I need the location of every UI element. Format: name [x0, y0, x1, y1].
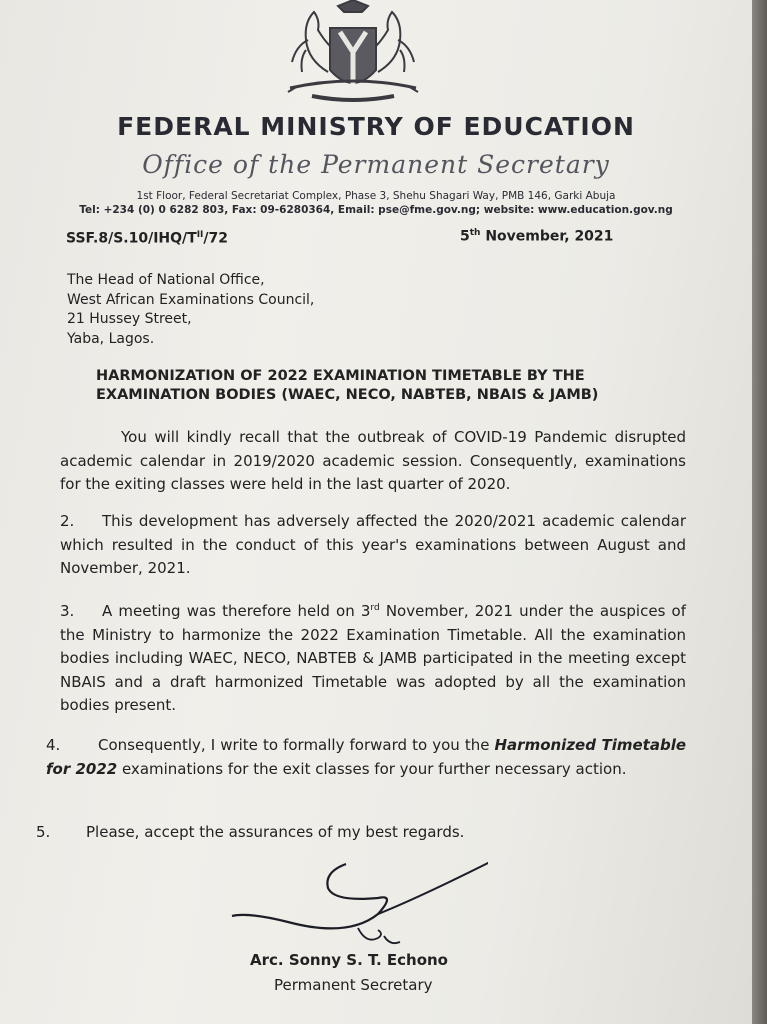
- reference-number: [66, 230, 228, 247]
- subject-heading: HARMONIZATION OF 2022 EXAMINATION TIMETABLE BY THE EXAMINATION BODIES (WAEC, NECO, NABTEB, NBAIS & JAMB): [96, 368, 599, 403]
- recipient-line: West African Examinations Council,: [67, 291, 315, 308]
- contact-line: Tel: +234 (0) 0 6282 803, Fax: 09-6280364, Email: pse@fme.gov.ng; website: www.education.gov.ng: [79, 204, 673, 216]
- paragraph-number: 4.: [46, 736, 61, 754]
- address-line: 1st Floor, Federal Secretariat Complex, Phase 3, Shehu Shagari Way, PMB 146, Garki Abuja: [136, 190, 616, 202]
- paragraph-1: You will kindly recall that the outbreak of COVID-19 Pandemic disrupted academic calendar in 2019/2020 academic session. Consequently, examinations for the exiting classes were held in the last quarter of 2020.: [60, 428, 686, 493]
- date-rest: November, 2021: [480, 228, 614, 245]
- recipient-line: Yaba, Lagos.: [67, 330, 155, 347]
- reference-sup: II: [196, 230, 204, 240]
- paragraph-3: [60, 597, 686, 718]
- paragraph-text: Please, accept the assurances of my best regards.: [86, 823, 465, 841]
- paragraph-text-cont: examinations for the exit classes for your further necessary action.: [117, 759, 627, 778]
- coat-of-arms-icon: [278, 0, 428, 110]
- paragraph-text: Consequently, I write to formally forward to you the: [98, 736, 495, 754]
- letter-date: [460, 228, 613, 245]
- paragraph-number: 5.: [36, 823, 51, 841]
- recipient-line: 21 Hussey Street,: [67, 311, 192, 327]
- recipient-line: The Head of National Office,: [67, 272, 265, 288]
- paragraph-2: [60, 510, 686, 581]
- office-subheading: Office of the Permanent Secretary: [142, 150, 610, 179]
- recipient-address: [67, 271, 314, 349]
- ministry-heading: FEDERAL MINISTRY OF EDUCATION: [117, 112, 635, 141]
- date-sup: th: [469, 228, 481, 238]
- paragraph-emphasis: Harmonized Timetable for 2022: [46, 736, 687, 778]
- reference-prefix: SSF.8/S.10/IHQ/T: [66, 230, 197, 247]
- paragraph-number: 2.: [60, 512, 75, 530]
- signature-scribble: [228, 858, 488, 958]
- background-edge: [752, 0, 767, 1024]
- signatory-title: Permanent Secretary: [274, 976, 433, 994]
- paragraph-text-cont: November, 2021 under the auspices of the Ministry to harmonize the 2022 Examination Timetable. All the examination bodies including WAEC, NECO, NABTEB & JAMB participated in the meeting except NBAIS and a draft harmonized Timetable was adopted by all the examination bodies present.: [60, 602, 686, 714]
- paragraph-number: 3.: [60, 602, 75, 620]
- reference-suffix: /72: [203, 230, 229, 247]
- date-day: 5: [460, 228, 470, 245]
- signatory-name: Arc. Sonny S. T. Echono: [250, 951, 448, 969]
- paragraph-5: [36, 821, 676, 845]
- paragraph-sup: rd: [370, 603, 380, 613]
- paragraph-4: [46, 734, 686, 781]
- paragraph-text: This development has adversely affected the 2020/2021 academic calendar which resulted in the conduct of this year's examinations between August and November, 2021.: [60, 512, 686, 577]
- paragraph-text: A meeting was therefore held on 3: [102, 602, 371, 620]
